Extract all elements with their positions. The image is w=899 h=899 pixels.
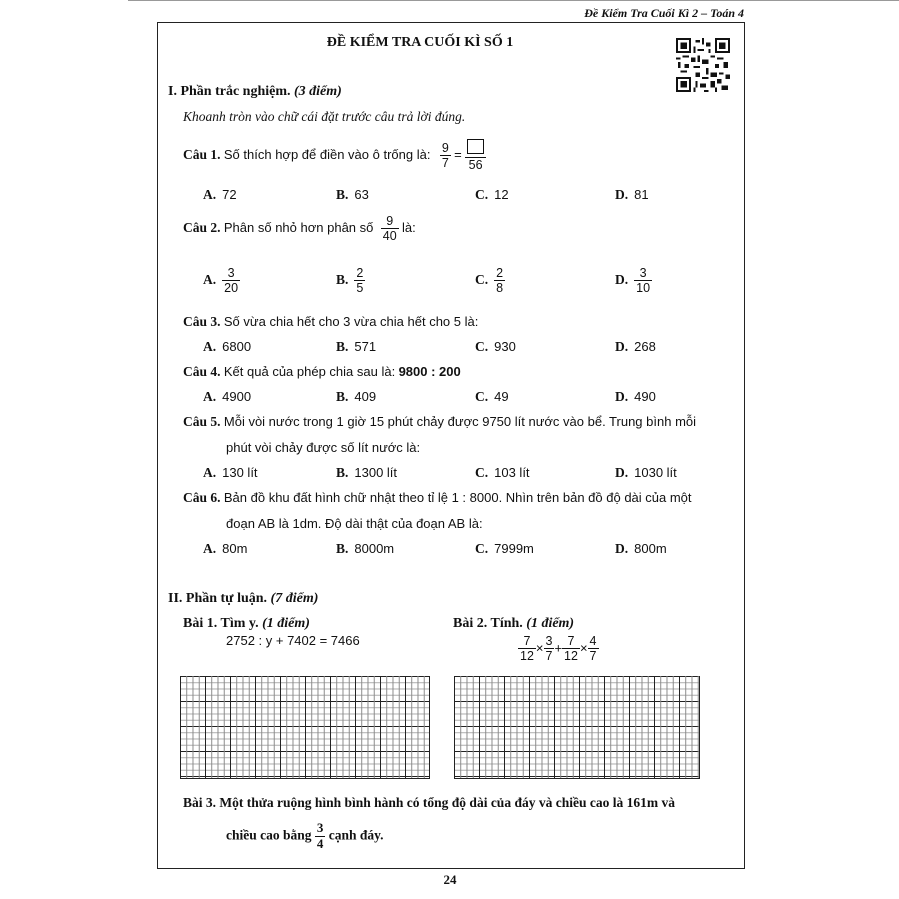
q3-option-c[interactable]: C. 930	[475, 339, 516, 354]
q2-option-d[interactable]: D. $\frac{3}{10}$	[615, 266, 651, 296]
part2-heading	[168, 591, 318, 607]
q5-option-b[interactable]: B. 1300 lít	[336, 465, 398, 480]
q5-option-a[interactable]: A. 130 lít	[203, 465, 258, 480]
page-number: 24	[443, 872, 457, 887]
bai1-expression: 2752 : y + 7402 = 7466	[226, 633, 360, 648]
part1-instruction: Khoanh tròn vào chữ cái đặt trước câu trả lời đúng.	[183, 109, 466, 124]
q3-option-d[interactable]: D. 268	[615, 339, 656, 354]
question-2-fraction: $\frac{9}{40}$	[382, 214, 397, 244]
question-4-text: Kết quả của phép chia sau là:	[223, 364, 396, 379]
bai3-line1: Bài 3. Một thửa ruộng hình bình hành có tổng độ dài của đáy và chiều cao là 161m và	[183, 795, 675, 810]
question-1-fraction: $\frac{9}{7}$	[441, 141, 449, 171]
q3-option-b[interactable]: B. 571	[336, 339, 377, 354]
q6-option-d[interactable]: D. 800m	[615, 541, 667, 556]
bai2-heading: Bài 2. Tính. (1 điểm)	[453, 616, 575, 631]
bai1-heading: Bài 1. Tìm y. (1 điểm)	[183, 616, 310, 631]
question-4-label: Câu 4.	[183, 364, 221, 379]
bai2-work-grid[interactable]	[454, 676, 700, 779]
question-5-text: Mỗi vòi nước trong 1 giờ 15 phút chảy được 9750 lít nước vào bể. Trung bình mỗi	[223, 414, 697, 429]
q5-option-c[interactable]: C. 103 lít	[475, 465, 530, 480]
q6-option-c[interactable]: C. 7999m	[475, 541, 534, 556]
question-2-text: Phân số nhỏ hơn phân số	[223, 219, 374, 235]
q2-option-c[interactable]: C. $\frac{2}{8}$	[475, 266, 504, 296]
question-6-text: Bản đồ khu đất hình chữ nhật theo tỉ lệ 1 : 8000. Nhìn trên bản đồ độ dài của một	[223, 490, 692, 505]
running-title: Đề Kiểm Tra Cuối Kì 2 – Toán 4	[584, 6, 744, 20]
question-3	[183, 314, 478, 330]
q4-option-a[interactable]: A. 4900	[203, 389, 252, 404]
question-2: Câu 2. Phân số nhỏ hơn phân số $\frac{9}{40}$ là:	[183, 214, 416, 244]
header-rule	[128, 0, 899, 1]
question-3-text: Số vừa chia hết cho 3 vừa chia hết cho 5 là:	[223, 314, 479, 329]
part1-heading	[168, 84, 342, 100]
q6-option-a[interactable]: A. 80m	[203, 541, 248, 556]
question-1-text: Số thích hợp để điền vào ô trống là:	[223, 146, 431, 162]
q1-option-c[interactable]: C. 12	[475, 187, 509, 202]
q6-option-b[interactable]: B. 8000m	[336, 541, 395, 556]
question-6-text-cont: đoạn AB là 1dm. Độ dài thật của đoạn AB là:	[226, 516, 483, 531]
q4-option-d[interactable]: D. 490	[615, 389, 656, 404]
part1-title: I. Phần trắc nghiệm.	[168, 84, 291, 99]
question-2-label: Câu 2.	[183, 219, 221, 235]
question-1-blank-fraction: 56	[465, 139, 486, 173]
question-5-text-cont: phút vòi chảy được số lít nước là:	[226, 440, 421, 455]
question-5	[183, 414, 696, 430]
bai3-line2: chiều cao bằng $\frac{3}{4}$ cạnh đáy.	[226, 820, 384, 851]
question-3-label: Câu 3.	[183, 314, 221, 329]
question-1-label: Câu 1.	[183, 146, 221, 162]
part2-points: (7 điểm)	[270, 591, 319, 606]
bai1-work-grid[interactable]	[180, 676, 430, 779]
question-6	[183, 490, 692, 506]
question-4	[183, 364, 461, 380]
q4-option-c[interactable]: C. 49	[475, 389, 509, 404]
bai3-fraction: $\frac{3}{4}$	[316, 820, 324, 851]
q2-option-a[interactable]: A. $\frac{3}{20}$	[203, 266, 239, 296]
q4-option-b[interactable]: B. 409	[336, 389, 377, 404]
qr-code-icon	[676, 38, 730, 92]
q3-option-a[interactable]: A. 6800	[203, 339, 252, 354]
question-6-label: Câu 6.	[183, 490, 221, 505]
q1-option-d[interactable]: D. 81	[615, 187, 649, 202]
blank-box[interactable]	[467, 139, 484, 154]
question-4-expression: 9800 : 200	[398, 364, 461, 379]
q2-option-b[interactable]: B. $\frac{2}{5}$	[336, 266, 364, 296]
equals-sign: =	[454, 146, 462, 162]
bai2-expression: $\frac{7}{12}$ × $\frac{3}{7}$ + $\frac{7}{12}$ × $\frac{4}{7}$	[520, 634, 597, 664]
question-1	[183, 139, 486, 173]
part2-title: II. Phần tự luận.	[168, 591, 268, 606]
part1-points: (3 điểm)	[294, 84, 342, 99]
q5-option-d[interactable]: D. 1030 lít	[615, 465, 677, 480]
exam-title: ĐỀ KIỂM TRA CUỐI KÌ SỐ 1	[326, 35, 514, 50]
question-5-label: Câu 5.	[183, 414, 221, 429]
q1-option-a[interactable]: A. 72	[203, 187, 237, 202]
q1-option-b[interactable]: B. 63	[336, 187, 369, 202]
